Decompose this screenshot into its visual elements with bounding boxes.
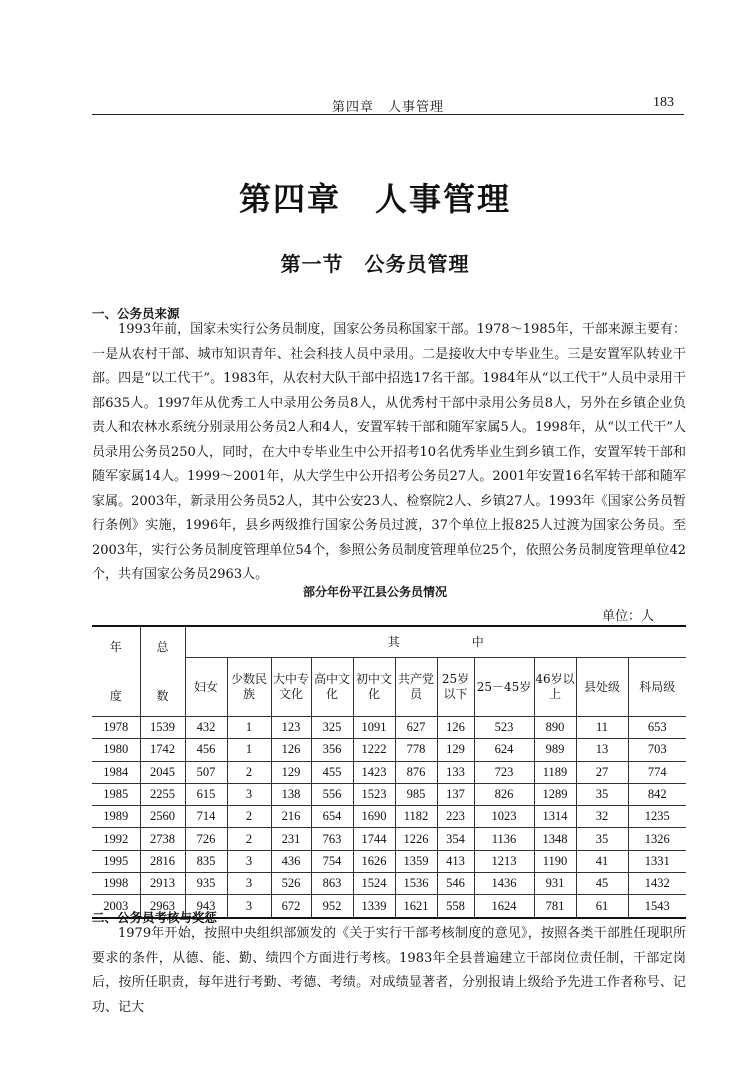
table-cell: 523 bbox=[474, 717, 534, 739]
table-cell: 507 bbox=[185, 761, 227, 783]
table-cell: 1023 bbox=[474, 806, 534, 828]
table-cell: 1436 bbox=[474, 873, 534, 895]
table-cell: 1235 bbox=[628, 806, 686, 828]
column-header: 46岁以上 bbox=[534, 658, 576, 717]
year-header-top: 年 bbox=[109, 639, 122, 654]
total-header-bottom: 数 bbox=[156, 688, 169, 703]
table-row bbox=[92, 739, 686, 761]
table-cell: 672 bbox=[271, 895, 311, 918]
table-unit: 单位：人 bbox=[601, 609, 654, 624]
table-cell: 703 bbox=[628, 739, 686, 761]
column-header: 少数民族 bbox=[227, 658, 271, 717]
table-cell: 3 bbox=[227, 783, 271, 805]
year-header-bottom: 度 bbox=[109, 688, 122, 703]
table-cell: 615 bbox=[185, 783, 227, 805]
table-cell: 455 bbox=[311, 761, 353, 783]
table-cell: 1 bbox=[227, 739, 271, 761]
table-cell: 1326 bbox=[628, 828, 686, 850]
table-cell: 526 bbox=[271, 873, 311, 895]
group-header: 其 中 bbox=[185, 626, 686, 658]
page-number: 183 bbox=[653, 95, 674, 110]
table-cell: 41 bbox=[576, 850, 628, 872]
column-header: 妇女 bbox=[185, 658, 227, 717]
table-cell: 778 bbox=[395, 739, 437, 761]
table-cell: 863 bbox=[311, 873, 353, 895]
table-cell: 1339 bbox=[353, 895, 395, 918]
table-cell: 1359 bbox=[395, 850, 437, 872]
table-cell: 354 bbox=[437, 828, 474, 850]
table-cell: 1536 bbox=[395, 873, 437, 895]
table-cell: 11 bbox=[576, 717, 628, 739]
table-body bbox=[92, 717, 686, 918]
table-cell: 1222 bbox=[353, 739, 395, 761]
table-cell: 3 bbox=[227, 873, 271, 895]
table-cell: 1744 bbox=[353, 828, 395, 850]
table-cell: 436 bbox=[271, 850, 311, 872]
table-cell: 3 bbox=[227, 850, 271, 872]
section2-paragraph: 1979年开始，按照中央组织部颁发的《关于实行干部考核制度的意见》，按照各类干部胜任现职所要求的条件，从德、能、勤、绩四个方面进行考核。1983年全县普遍建立干部岗位责任制，干部定岗后，按所任职责，每年进行考勤、考德、考绩。对成绩显著者，分别报请上级给予先进工作者称号、记功、记大 bbox=[92, 926, 686, 1015]
year-column-header bbox=[92, 626, 140, 717]
table-cell: 1543 bbox=[628, 895, 686, 918]
column-header: 共产党员 bbox=[395, 658, 437, 717]
table-cell: 1980 bbox=[92, 739, 140, 761]
table-row bbox=[92, 761, 686, 783]
table-cell: 32 bbox=[576, 806, 628, 828]
table-cell: 624 bbox=[474, 739, 534, 761]
section1-heading: 一、公务员来源 bbox=[92, 306, 180, 321]
table-cell: 1978 bbox=[92, 717, 140, 739]
table-cell: 1213 bbox=[474, 850, 534, 872]
running-header bbox=[92, 92, 684, 115]
section1-paragraph: 1993年前，国家未实行公务员制度，国家公务员称国家干部。1978～1985年，干部来源主要有：一是从农村干部、城市知识青年、社会科技人员中录用。二是接收大中专毕业生。三是安置军队转业干部。四是“以工代干”。1983年，从农村大队干部中招选17名干部。1984年从“以工代干”人员中录用干部635人。1997年从优秀工人中录用公务员8人，从优秀村干部中录用公务员8人，另外在乡镇企业负责人和农林水系统分别录用公务员2人和4人，安置军转干部和随军家属5人。1998年，从“以工代干”人员录用公务员250人，同时，在大中专毕业生中公开招考10名优秀毕业生到乡镇工作，安置军转干部和随军家属14人。1999～2001年，从大学生中公开招考公务员27人。2001年安置16名军转干部和随军家属。2003年，新录用公务员52人，其中公安23人、检察院2人、乡镇27人。1993年《国家公务员暂行条例》实施，1996年，县乡两级推行国家公务员过渡，37个单位上报825人过渡为国家公务员。至2003年，实行公务员制度管理单位54个，参照公务员制度管理单位25个，依照公务员制度管理单位42个，共有国家公务员2963人。 bbox=[92, 322, 686, 582]
column-header: 大中专文化 bbox=[271, 658, 311, 717]
table-cell: 129 bbox=[271, 761, 311, 783]
table-cell: 2963 bbox=[140, 895, 185, 918]
table-cell: 1621 bbox=[395, 895, 437, 918]
column-header: 高中文化 bbox=[311, 658, 353, 717]
table-cell: 27 bbox=[576, 761, 628, 783]
table-cell: 2816 bbox=[140, 850, 185, 872]
table-cell: 123 bbox=[271, 717, 311, 739]
table-cell: 835 bbox=[185, 850, 227, 872]
table-cell: 1524 bbox=[353, 873, 395, 895]
column-header: 科局级 bbox=[628, 658, 686, 717]
table-cell: 1985 bbox=[92, 783, 140, 805]
table-title: 部分年份平江县公务员情况 bbox=[302, 585, 447, 599]
table-row bbox=[92, 850, 686, 872]
table-cell: 653 bbox=[628, 717, 686, 739]
column-header: 县处级 bbox=[576, 658, 628, 717]
table-cell: 1992 bbox=[92, 828, 140, 850]
table-cell: 2738 bbox=[140, 828, 185, 850]
table-cell: 558 bbox=[437, 895, 474, 918]
table-cell: 3 bbox=[227, 895, 271, 918]
table-cell: 2045 bbox=[140, 761, 185, 783]
table-cell: 1091 bbox=[353, 717, 395, 739]
column-header: 初中文化 bbox=[353, 658, 395, 717]
total-header-top: 总 bbox=[156, 639, 169, 654]
table-cell: 2560 bbox=[140, 806, 185, 828]
total-column-header bbox=[140, 626, 185, 717]
section2-heading: 二、公务员考核与奖惩 bbox=[92, 910, 218, 925]
table-cell: 432 bbox=[185, 717, 227, 739]
table-cell: 1189 bbox=[534, 761, 576, 783]
table-cell: 2913 bbox=[140, 873, 185, 895]
table-row bbox=[92, 806, 686, 828]
table-row bbox=[92, 783, 686, 805]
table-cell: 35 bbox=[576, 828, 628, 850]
table-cell: 231 bbox=[271, 828, 311, 850]
table-cell: 1989 bbox=[92, 806, 140, 828]
table-cell: 989 bbox=[534, 739, 576, 761]
table-cell: 223 bbox=[437, 806, 474, 828]
table-cell: 2 bbox=[227, 806, 271, 828]
table-cell: 726 bbox=[185, 828, 227, 850]
table-cell: 45 bbox=[576, 873, 628, 895]
table-cell: 126 bbox=[271, 739, 311, 761]
table-cell: 456 bbox=[185, 739, 227, 761]
table-cell: 654 bbox=[311, 806, 353, 828]
table-cell: 943 bbox=[185, 895, 227, 918]
table-cell: 754 bbox=[311, 850, 353, 872]
table-cell: 1995 bbox=[92, 850, 140, 872]
table-cell: 1742 bbox=[140, 739, 185, 761]
table-cell: 890 bbox=[534, 717, 576, 739]
table-cell: 2255 bbox=[140, 783, 185, 805]
table-row bbox=[92, 717, 686, 739]
table-cell: 1432 bbox=[628, 873, 686, 895]
table-cell: 556 bbox=[311, 783, 353, 805]
chapter-title: 第四章 人事管理 bbox=[238, 180, 511, 218]
table-cell: 2 bbox=[227, 761, 271, 783]
table-cell: 723 bbox=[474, 761, 534, 783]
table-cell: 1226 bbox=[395, 828, 437, 850]
table-cell: 1690 bbox=[353, 806, 395, 828]
table-cell: 1314 bbox=[534, 806, 576, 828]
table-cell: 1289 bbox=[534, 783, 576, 805]
table-cell: 714 bbox=[185, 806, 227, 828]
table-cell: 1190 bbox=[534, 850, 576, 872]
table-cell: 129 bbox=[437, 739, 474, 761]
table-cell: 763 bbox=[311, 828, 353, 850]
table-cell: 356 bbox=[311, 739, 353, 761]
table-row bbox=[92, 828, 686, 850]
table-cell: 1626 bbox=[353, 850, 395, 872]
table-cell: 1182 bbox=[395, 806, 437, 828]
table-row bbox=[92, 873, 686, 895]
table-cell: 1331 bbox=[628, 850, 686, 872]
civil-servant-table bbox=[92, 625, 686, 919]
table-cell: 1348 bbox=[534, 828, 576, 850]
table-cell: 126 bbox=[437, 717, 474, 739]
table-cell: 137 bbox=[437, 783, 474, 805]
table-cell: 935 bbox=[185, 873, 227, 895]
column-header: 25岁以下 bbox=[437, 658, 474, 717]
table-cell: 1 bbox=[227, 717, 271, 739]
table-cell: 1539 bbox=[140, 717, 185, 739]
table-cell: 1423 bbox=[353, 761, 395, 783]
table-cell: 985 bbox=[395, 783, 437, 805]
table-cell: 61 bbox=[576, 895, 628, 918]
table-cell: 546 bbox=[437, 873, 474, 895]
table-cell: 138 bbox=[271, 783, 311, 805]
column-header: 25－45岁 bbox=[474, 658, 534, 717]
table-cell: 627 bbox=[395, 717, 437, 739]
table-cell: 216 bbox=[271, 806, 311, 828]
table-cell: 1136 bbox=[474, 828, 534, 850]
table-cell: 1624 bbox=[474, 895, 534, 918]
table-cell: 774 bbox=[628, 761, 686, 783]
table-cell: 826 bbox=[474, 783, 534, 805]
table-cell: 2003 bbox=[92, 895, 140, 918]
table-cell: 876 bbox=[395, 761, 437, 783]
section-title: 第一节 公务员管理 bbox=[280, 252, 470, 276]
table-cell: 35 bbox=[576, 783, 628, 805]
table-cell: 842 bbox=[628, 783, 686, 805]
table-cell: 325 bbox=[311, 717, 353, 739]
table-cell: 1998 bbox=[92, 873, 140, 895]
table-cell: 1523 bbox=[353, 783, 395, 805]
table-cell: 952 bbox=[311, 895, 353, 918]
table-cell: 413 bbox=[437, 850, 474, 872]
table-cell: 13 bbox=[576, 739, 628, 761]
table-cell: 133 bbox=[437, 761, 474, 783]
table-cell: 931 bbox=[534, 873, 576, 895]
table-cell: 1984 bbox=[92, 761, 140, 783]
running-header-title: 第四章 人事管理 bbox=[331, 100, 444, 115]
table-cell: 2 bbox=[227, 828, 271, 850]
table-cell: 781 bbox=[534, 895, 576, 918]
